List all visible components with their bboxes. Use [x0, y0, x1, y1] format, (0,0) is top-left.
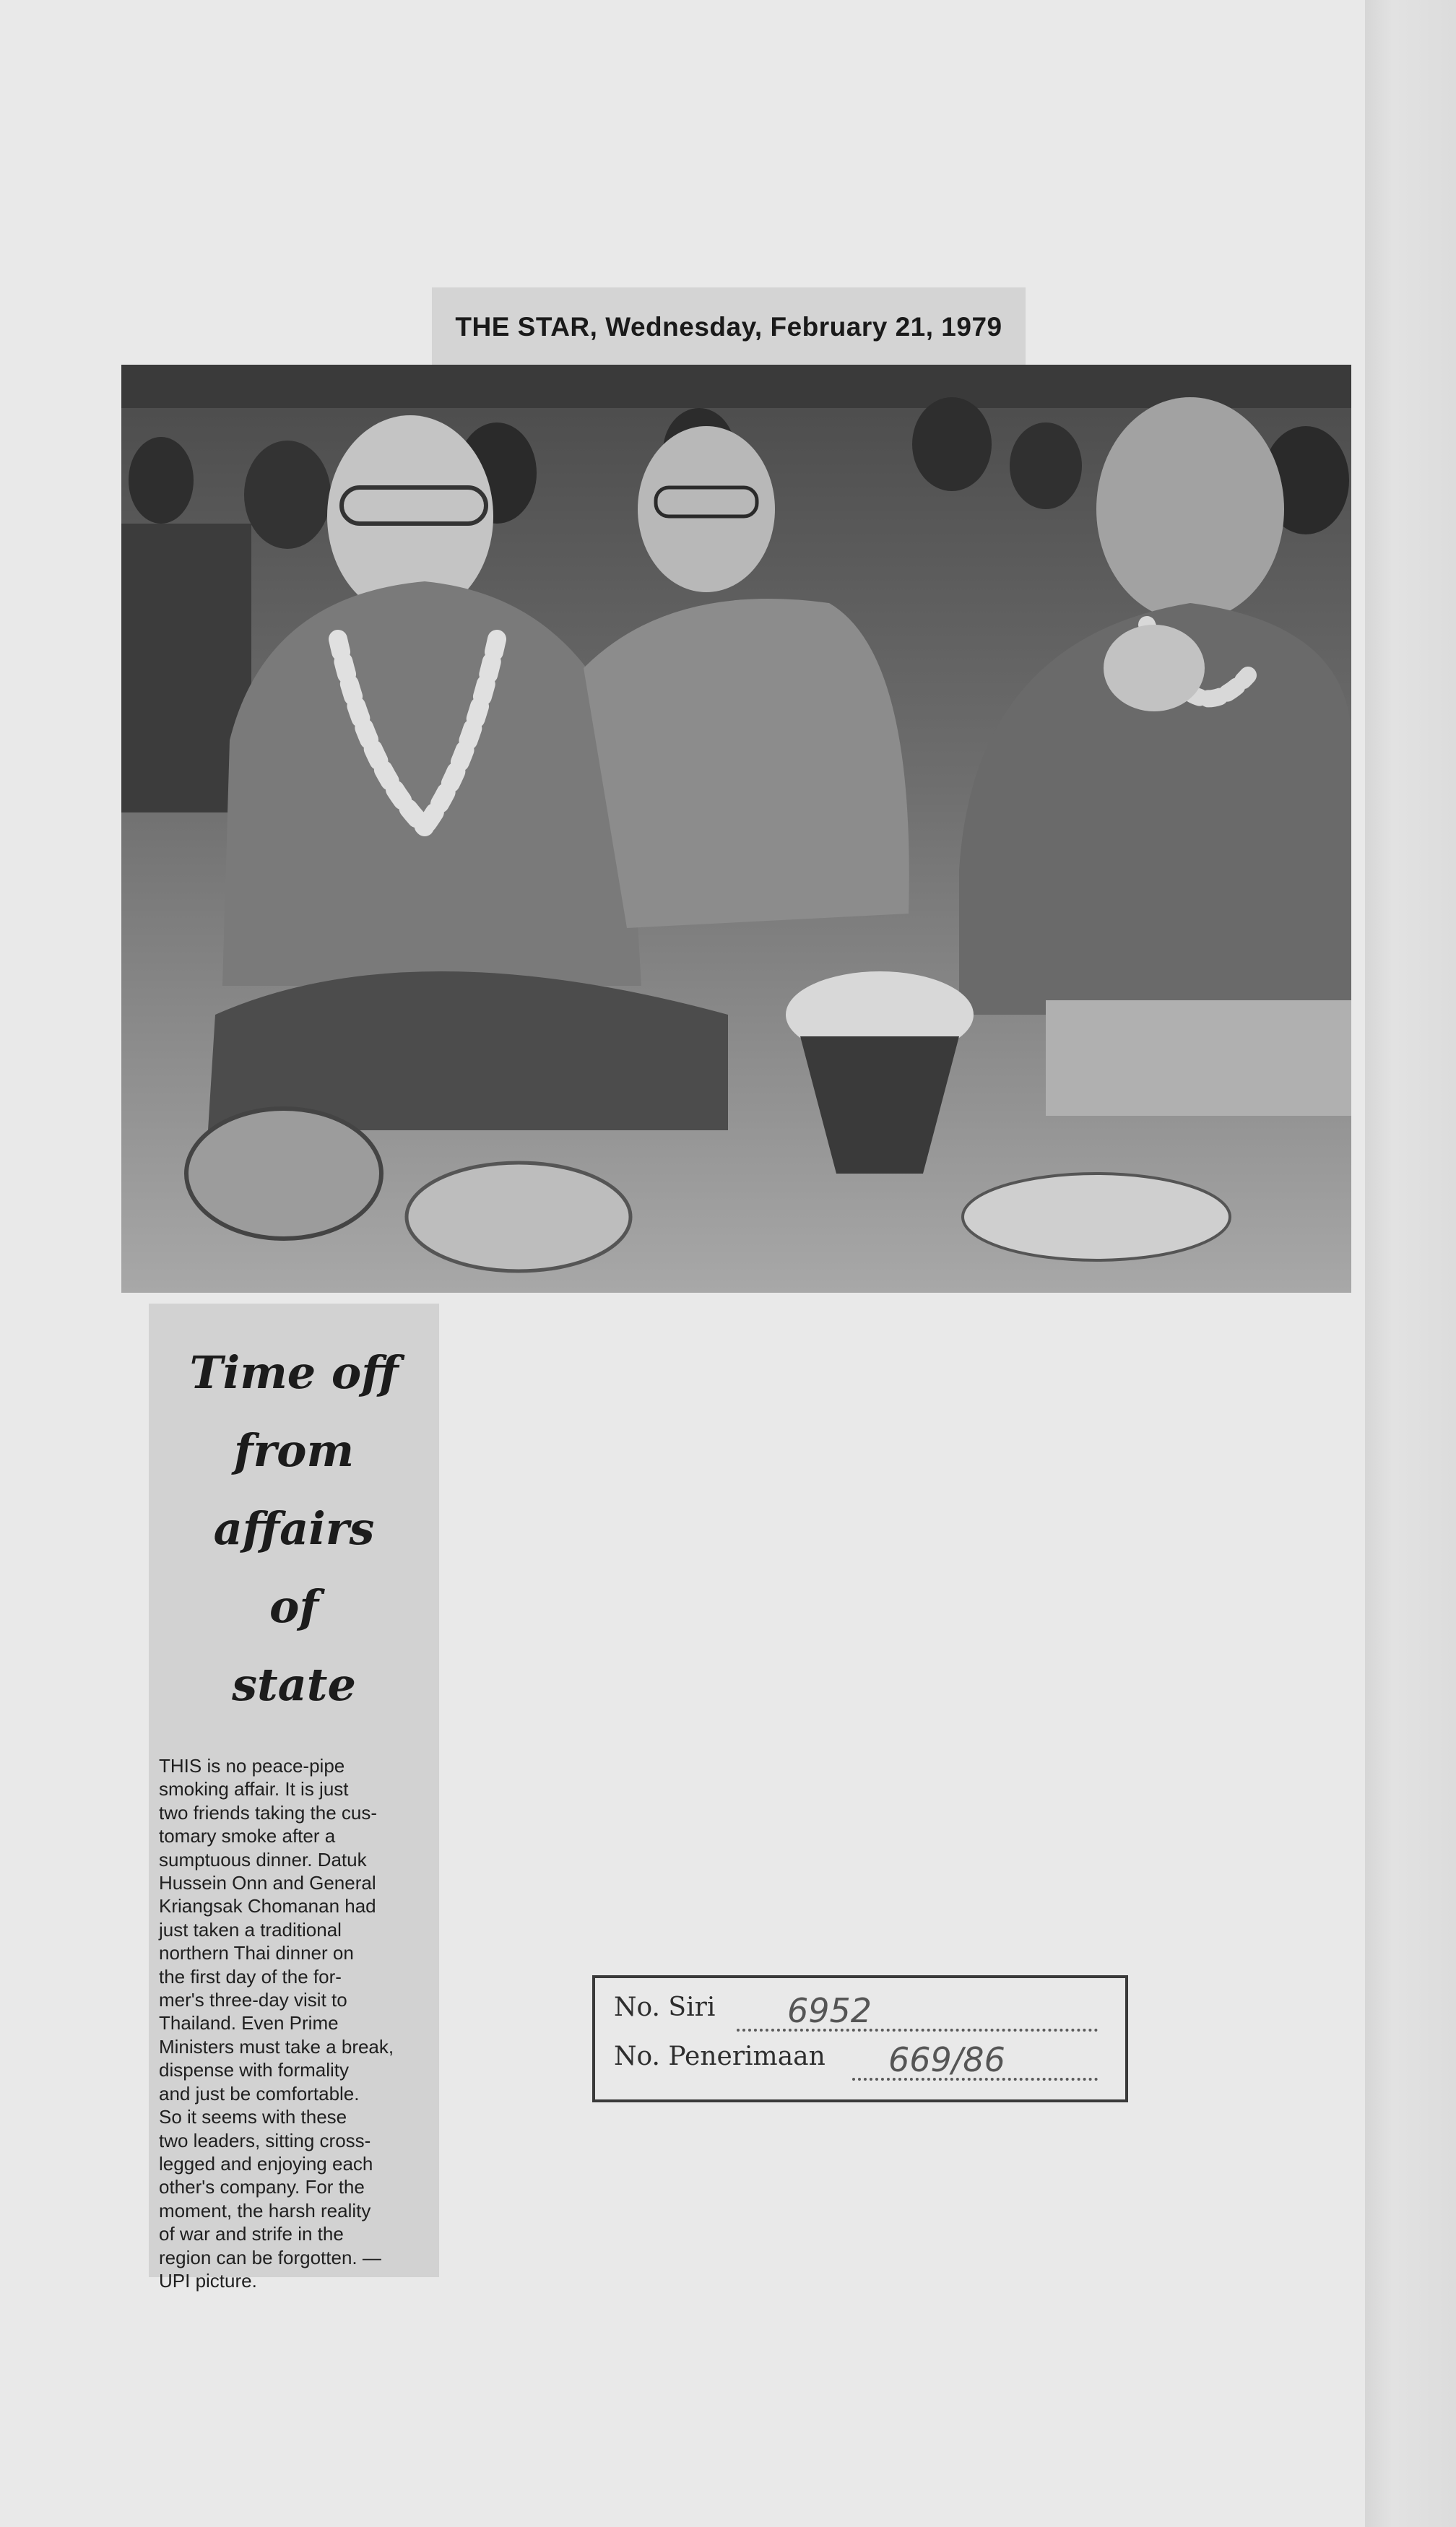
page-edge	[1365, 0, 1456, 2527]
siri-label: No. Siri	[614, 1993, 716, 2022]
headline-line: affairs	[213, 1502, 375, 1555]
article-column	[149, 1304, 439, 2292]
stamp-row-siri	[614, 1993, 1125, 2042]
headline	[155, 1334, 433, 1724]
headline-line: of	[269, 1580, 319, 1633]
stamp-row-penerimaan	[614, 2042, 1125, 2091]
headline-line: from	[233, 1424, 355, 1477]
news-photo	[121, 365, 1351, 1293]
newspaper-masthead: THE STAR, Wednesday, February 21, 1979	[432, 287, 1026, 367]
photo-caption: THIS is no peace-pipe smoking affair. It is just two friends taking the cus- tomary smoke after a sumptuous dinner. Datuk Hussein Onn and General Kriangsak Chomanan had just taken a traditional northern Thai dinner on the first day of the for- mer's three-day visit to Thailand. Even Prime Ministers must take a break, dispense with formality and just be comfortable. So it seems with these two leaders, sitting cross- legged and enjoying each other's company. For the moment, the harsh reality of war and strife in the region can be forgotten. — UPI picture.	[159, 1755, 394, 2292]
archive-stamp	[592, 1975, 1128, 2102]
penerimaan-value: 669/86	[888, 2040, 1005, 2079]
siri-value: 6952	[787, 1991, 872, 2030]
news-photo-image	[121, 365, 1351, 1293]
headline-line: Time off	[189, 1346, 399, 1399]
headline-line: state	[232, 1658, 356, 1711]
penerimaan-label: No. Penerimaan	[614, 2042, 826, 2071]
